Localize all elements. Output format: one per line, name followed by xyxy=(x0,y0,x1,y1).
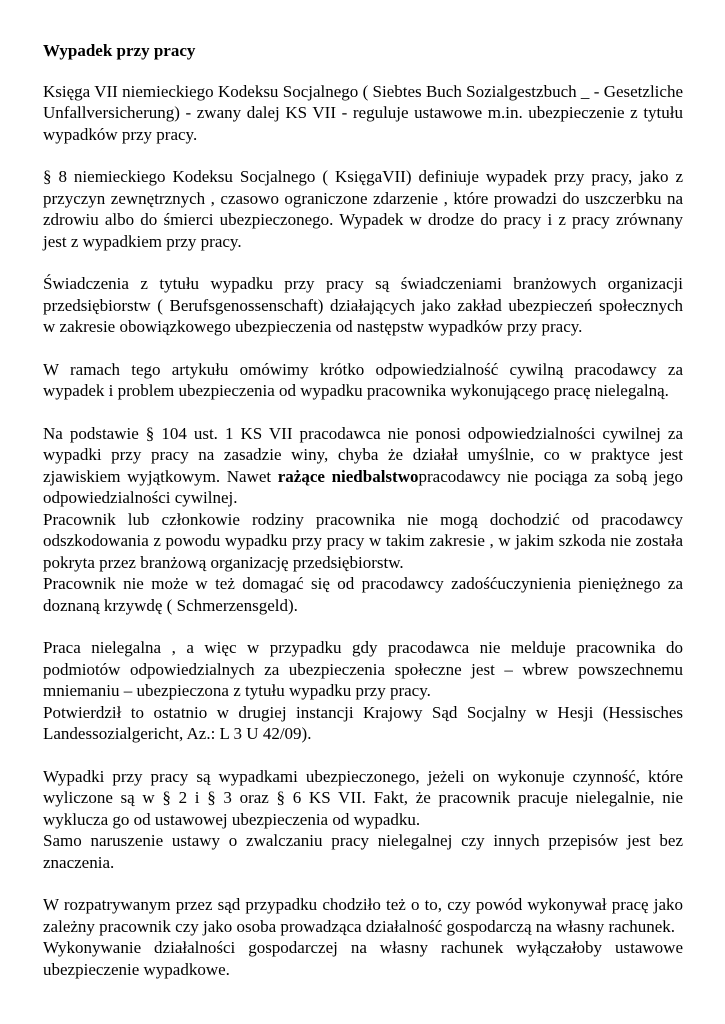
paragraph-dependent-worker: W rozpatrywanym przez sąd przypadku chodziło też o to, czy powód wykonywał pracę jako zależny pracownik czy jako osoba prowadząca działalność gospodarczą na własny rachunek. xyxy=(43,895,683,936)
paragraph-article-scope: W ramach tego artykułu omówimy krótko odpowiedzialność cywilną pracodawcy za wypadek i problem ubezpieczenia od wypadku pracownika wykonującego pracę nielegalną. xyxy=(43,359,683,400)
gross-negligence-bold: rażące niedbalstwo xyxy=(277,466,419,486)
document-page xyxy=(43,40,683,1001)
section-illegal-work xyxy=(43,637,683,745)
paragraph-definition: § 8 niemieckiego Kodeksu Socjalnego ( KsięgaVII) definiuje wypadek przy pracy, jako z przyczyn zewnętrznych , czasowo ograniczone zdarzenie , które prowadzi do uszczerbku na zdrowiu albo do śmierci ubezpieczonego. Wypadek w drodze do pracy i z pracy zrównany jest z wypadkiem przy pracy. xyxy=(43,167,683,251)
paragraph-illegal-work: Praca nielegalna , a więc w przypadku gdy pracodawca nie melduje pracownika do podmiotów odpowiedzialnych za ubezpieczenia społeczne jest – wbrew powszechnemu mniemaniu – ubezpieczona z tytułu wypadku przy pracy. xyxy=(43,638,683,700)
paragraph-liability xyxy=(43,423,683,509)
paragraph-schmerzensgeld: Pracownik nie może w też domagać się od pracodawcy zadośćuczynienia pieniężnego za doznaną krzywdę ( Schmerzensgeld). xyxy=(43,574,683,615)
paragraph-ks-vii-intro: Księga VII niemieckiego Kodeksu Socjalnego ( Siebtes Buch Sozialgestzbuch _ - Gesetzliche Unfallversicherung) - zwany dalej KS VII - reguluje ustawowe m.in. ubezpieczenie z tytułu wypadków przy pracy. xyxy=(43,81,683,144)
paragraph-court-ruling: Potwierdził to ostatnio w drugiej instancji Krajowy Sąd Socjalny w Hesji (Hessisches Landessozialgericht, Az.: L 3 U 42/09). xyxy=(43,702,683,743)
liability-text-before: Na podstawie § 104 ust. 1 KS VII pracodawca nie ponosi odpowiedzialności cywilnej za wypadki przy pracy na zasadzie winy, chyba że działał umyślnie, co w praktyce jest zjawiskiem wyjątkowym. Nawet xyxy=(43,423,683,486)
section-self-employment xyxy=(43,894,683,980)
paragraph-family-claims: Pracownik lub członkowie rodziny pracownika nie mogą dochodzić od pracodawcy odszkodowania z powodu wypadku przy pracy w takim zakresie , w jakim szkoda nie została pokryta przez branżową organizację przedsiębiorstw. xyxy=(43,509,683,572)
liability-text-after: pracodawcy nie pociąga za sobą jego odpowiedzialności cywilnej. xyxy=(43,466,683,507)
paragraph-self-employment: Wykonywanie działalności gospodarczej na własny rachunek wyłączałoby ustawowe ubezpieczenie wypadkowe. xyxy=(43,938,683,979)
section-employer-liability xyxy=(43,423,683,617)
paragraph-benefits: Świadczenia z tytułu wypadku przy pracy są świadczeniami branżowych organizacji przedsiębiorstw ( Berufsgenossenschaft) działających jako zakład ubezpieczeń społecznych w zakresie obowiązkowego ubezpieczenia od następstw wypadków przy pracy. xyxy=(43,274,683,336)
document-title: Wypadek przy pracy xyxy=(43,41,196,60)
section-insured-accidents xyxy=(43,766,683,874)
paragraph-irrelevance: Samo naruszenie ustawy o zwalczaniu pracy nielegalnej czy innych przepisów jest bez znaczenia. xyxy=(43,831,683,872)
paragraph-insured-accidents: Wypadki przy pracy są wypadkami ubezpieczonego, jeżeli on wykonuje czynność, które wyliczone są w § 2 i § 3 oraz § 6 KS VII. Fakt, że pracownik pracuje nielegalnie, nie wyklucza go od ustawowej ubezpieczenia od wypadku. xyxy=(43,766,683,829)
